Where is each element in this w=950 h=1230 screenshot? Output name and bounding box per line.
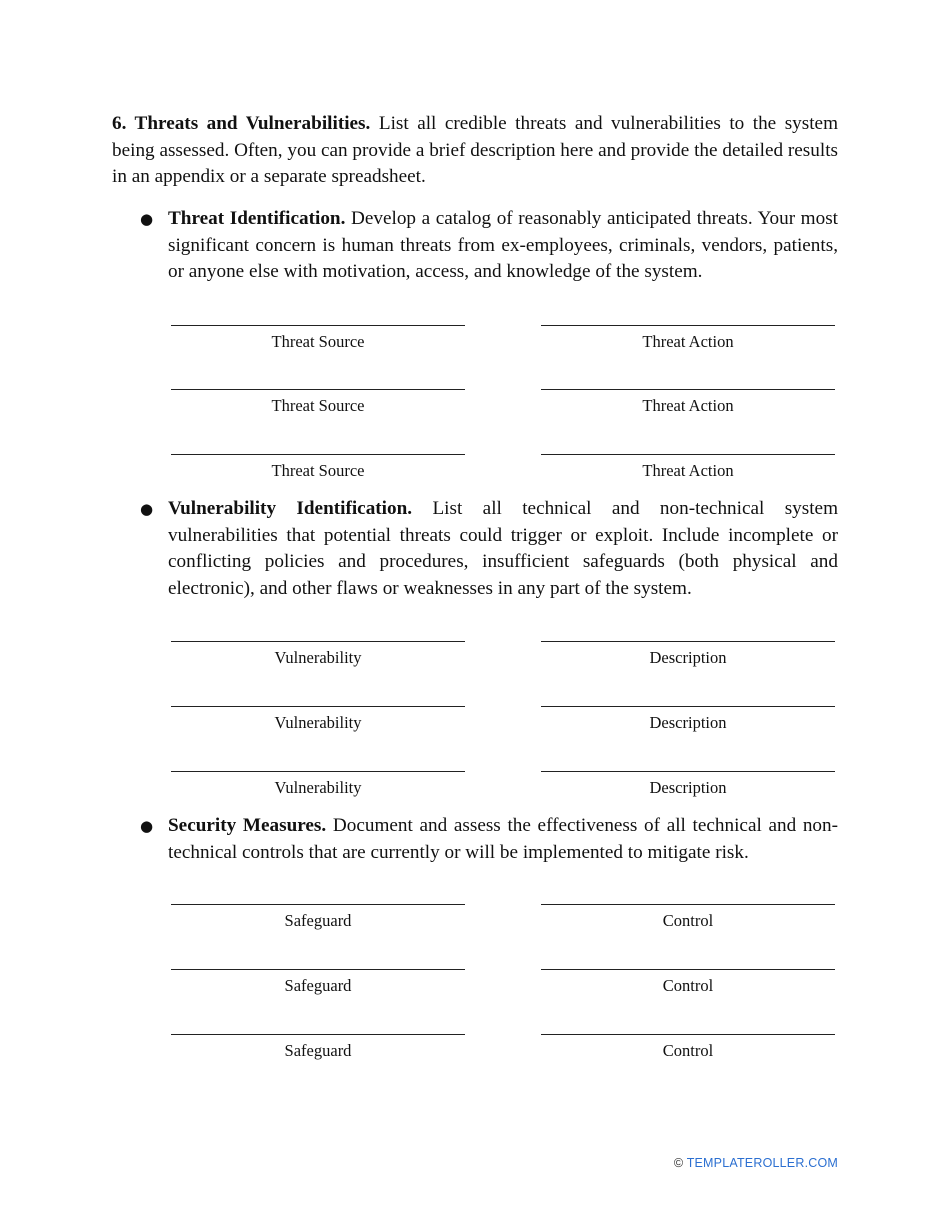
field-label: Threat Action (642, 461, 734, 480)
footer-site-link[interactable]: TEMPLATEROLLER.COM (686, 1156, 838, 1170)
signature-line[interactable] (541, 904, 835, 905)
bullet-text: Develop a catalog of reasonably anticipated threats. Your most significant concern is human threats from ex-employees, criminals, vendors, patients, or anyone else with motivation, access, and knowledge of the system. (168, 208, 838, 283)
signature-line[interactable] (541, 325, 835, 326)
threat-action-field[interactable] (541, 325, 835, 352)
safeguard-field[interactable] (171, 1034, 465, 1061)
bullet-text: Document and assess the effectiveness of all technical and non-technical controls that are currently or will be implemented to mitigate risk. (168, 815, 839, 863)
field-label: Vulnerability (274, 648, 362, 667)
threat-action-field[interactable] (541, 454, 835, 481)
safeguard-field[interactable] (171, 969, 465, 996)
control-field[interactable] (541, 904, 835, 931)
threat-source-field[interactable] (171, 389, 465, 416)
signature-line[interactable] (541, 389, 835, 390)
threat-source-field[interactable] (171, 325, 465, 352)
bullet-vulnerability-identification (140, 496, 838, 602)
bullet-dot: ● (140, 500, 154, 518)
signature-line[interactable] (541, 454, 835, 455)
signature-line[interactable] (171, 641, 465, 642)
signature-line[interactable] (171, 969, 465, 970)
signature-line[interactable] (541, 706, 835, 707)
section-intro (112, 111, 838, 191)
field-label: Safeguard (284, 976, 352, 995)
bullet-paragraph (168, 206, 838, 286)
signature-line[interactable] (171, 706, 465, 707)
bullet-paragraph (168, 496, 838, 602)
field-label: Control (662, 1041, 714, 1060)
field-label: Safeguard (284, 1041, 352, 1060)
bullet-threat-identification (140, 206, 838, 286)
bullet-heading: Vulnerability Identification. (168, 498, 413, 519)
safeguard-field[interactable] (171, 904, 465, 931)
signature-line[interactable] (171, 1034, 465, 1035)
vulnerability-field[interactable] (171, 771, 465, 798)
field-label: Control (662, 911, 714, 930)
control-field[interactable] (541, 1034, 835, 1061)
signature-line[interactable] (171, 389, 465, 390)
field-label: Threat Action (642, 332, 734, 351)
bullet-paragraph (168, 813, 838, 866)
section-heading: 6. Threats and Vulnerabilities. (112, 113, 371, 134)
field-label: Threat Source (271, 461, 365, 480)
bullet-security-measures (140, 813, 838, 866)
signature-line[interactable] (171, 904, 465, 905)
threat-action-field[interactable] (541, 389, 835, 416)
signature-line[interactable] (171, 771, 465, 772)
field-label: Description (649, 778, 727, 797)
vulnerability-field[interactable] (171, 706, 465, 733)
bullet-text: List all technical and non-technical system vulnerabilities that potential threats could trigger or exploit. Include incomplete or conflicting policies and procedures, insufficient safeguards (both physical and electronic), and other flaws or weaknesses in any part of the system. (168, 498, 838, 599)
signature-line[interactable] (541, 1034, 835, 1035)
field-label: Description (649, 648, 727, 667)
control-field[interactable] (541, 969, 835, 996)
field-label: Description (649, 713, 727, 732)
field-label: Threat Action (642, 396, 734, 415)
field-label: Threat Source (271, 332, 365, 351)
copyright-icon: © (673, 1156, 684, 1170)
bullet-heading: Security Measures. (168, 815, 327, 836)
description-field[interactable] (541, 706, 835, 733)
threat-source-field[interactable] (171, 454, 465, 481)
bullet-dot: ● (140, 817, 154, 835)
signature-line[interactable] (541, 641, 835, 642)
description-field[interactable] (541, 641, 835, 668)
signature-line[interactable] (541, 771, 835, 772)
footer-watermark[interactable] (674, 1156, 838, 1170)
field-label: Threat Source (271, 396, 365, 415)
vulnerability-field[interactable] (171, 641, 465, 668)
field-label: Control (662, 976, 714, 995)
signature-line[interactable] (171, 325, 465, 326)
description-field[interactable] (541, 771, 835, 798)
field-label: Safeguard (284, 911, 352, 930)
bullet-heading: Threat Identification. (168, 208, 346, 229)
signature-line[interactable] (171, 454, 465, 455)
section-text: List all credible threats and vulnerabilities to the system being assessed. Often, you can provide a brief description here and provide the detailed results in an appendix or a separate spreadsheet. (112, 113, 839, 188)
field-label: Vulnerability (274, 713, 362, 732)
field-label: Vulnerability (274, 778, 362, 797)
signature-line[interactable] (541, 969, 835, 970)
bullet-dot: ● (140, 210, 154, 228)
